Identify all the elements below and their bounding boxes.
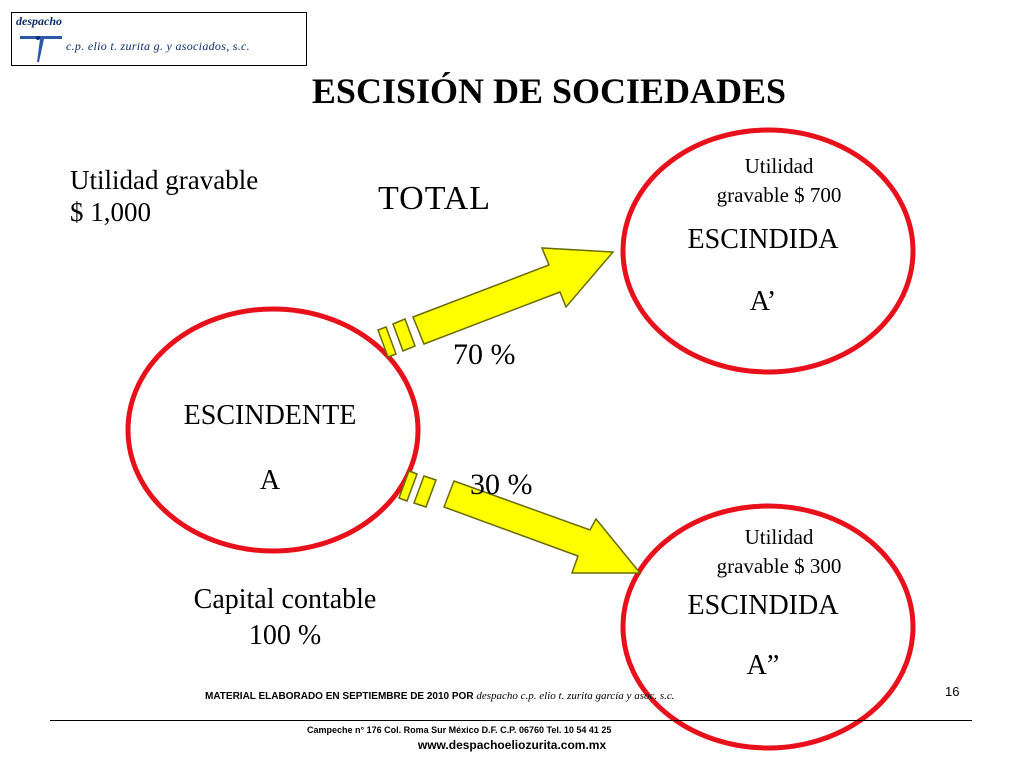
- top-target-profit: [668, 152, 890, 210]
- top-target-label: ESCINDIDA: [687, 224, 839, 255]
- footer-material: [205, 690, 675, 702]
- capital-line2: 100 %: [248, 620, 322, 651]
- total-profit-line2: $ 1,000: [70, 197, 151, 227]
- footer-divider: [50, 720, 972, 721]
- page-title: ESCISIÓN DE SOCIEDADES: [311, 71, 787, 111]
- total-label: TOTAL: [378, 180, 492, 217]
- capital-text: [160, 582, 410, 654]
- bottom-percent: 30 %: [470, 468, 533, 501]
- top-util-line1: Utilidad: [744, 154, 814, 178]
- source-entity: A: [259, 465, 281, 496]
- capital-line1: Capital contable: [193, 584, 377, 615]
- source-label: ESCINDENTE: [183, 400, 357, 431]
- bottom-target-profit: [668, 523, 890, 581]
- bottom-target-entity: A”: [746, 650, 780, 681]
- total-profit-line1: Utilidad gravable: [70, 165, 259, 195]
- page-number: 16: [945, 684, 960, 699]
- top-percent: 70 %: [453, 338, 516, 371]
- footer-website[interactable]: www.despachoeliozurita.com.mx: [417, 738, 607, 752]
- footer-address: Campeche n° 176 Col. Roma Sur México D.F. C.P. 06760 Tel. 10 54 41 25: [307, 725, 612, 735]
- footer-material-author: despacho c.p. elio t. zurita garcía y asoc. s.c.: [476, 690, 675, 702]
- bottom-target-label: ESCINDIDA: [687, 590, 839, 621]
- footer-material-text: MATERIAL ELABORADO EN SEPTIEMBRE DE 2010 POR: [205, 691, 474, 702]
- top-util-line2: gravable $ 700: [716, 183, 842, 207]
- top-target-entity: A’: [749, 286, 777, 317]
- bottom-util-line1: Utilidad: [744, 525, 814, 549]
- logo-subtitle: c.p. elio t. zurita g. y asociados, s.c.: [66, 39, 250, 53]
- bottom-util-line2: gravable $ 300: [716, 554, 842, 578]
- logo-word: despacho: [16, 14, 62, 28]
